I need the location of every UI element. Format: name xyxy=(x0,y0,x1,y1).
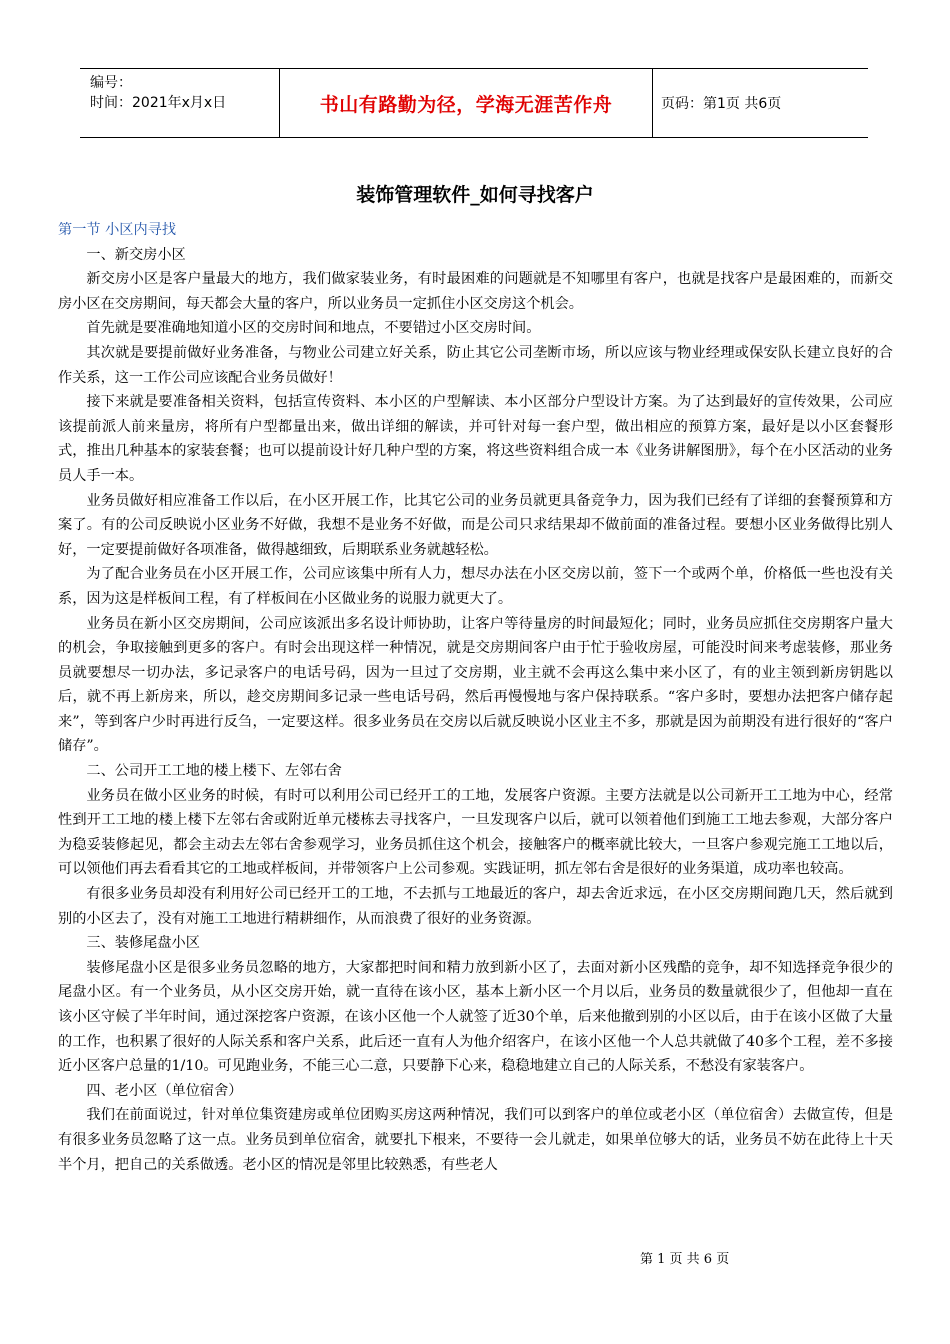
paragraph: 业务员在新小区交房期间，公司应该派出多名设计师协助，让客户等待量房的时间最短化；同时，业务员应抓住交房期客户量大的机会，争取接触到更多的客户。有时会出现这样一种情况，就是交房期间客户由于忙于验收房屋，可能没时间来考虑装修，那业务员就要想尽一切办法，多记录客户的电话号码，因为一旦过了交房期，业主就不会再这么集中来小区了，有的业主领到新房钥匙以后，就不再上新房来，所以，趁交房期间多记录一些电话号码，然后再慢慢地与客户保持联系。“客户多时，要想办法把客户储存起来”，等到客户少时再进行反刍，一定要这样。很多业务员在交房以后就反映说小区业主不多，那就是因为前期没有进行很好的“客户储存”。 xyxy=(58,615,893,755)
subheading: 四、老小区（单位宿舍） xyxy=(86,1082,243,1099)
paragraph: 接下来就是要准备相关资料，包括宣传资料、本小区的户型解读、本小区部分户型设计方案。为了达到最好的宣传效果，公司应该提前派人前来量房，将所有户型都量出来，做出详细的解读，并可针对每一套户型，做出相应的预算方案，最好是以小区套餐形式，推出几种基本的家装套餐；也可以提前设计好几种户型的方案，将这些资料组合成一本《业务讲解图册》，每个在小区活动的业务员人手一本。 xyxy=(58,394,893,484)
paragraph: 首先就是要准确地知道小区的交房时间和地点，不要错过小区交房时间。 xyxy=(86,320,541,337)
paragraph: 为了配合业务员在小区开展工作，公司应该集中所有人力，想尽办法在小区交房以前，签下一个或两个单，价格低一些也没有关系，因为这是样板间工程，有了样板间在小区做业务的说服力就更大了。 xyxy=(58,566,893,607)
code-label: 编号： xyxy=(90,75,132,91)
page-label: 页码：第1页 共6页 xyxy=(661,96,782,112)
document-title: 装饰管理软件_如何寻找客户 xyxy=(356,184,594,206)
paragraph: 装修尾盘小区是很多业务员忽略的地方，大家都把时间和精力放到新小区了，去面对新小区残酷的竞争，却不知选择竞争很少的尾盘小区。有一个业务员，从小区交房开始，就一直待在该小区，基本上新小区一个月以后，业务员的数量就很少了，但他却一直在该小区守候了半年时间，通过深挖客户资源，在该小区他一个人就签了近30个单，后来他撤到别的小区以后，由于在该小区做了大量的工作，也积累了很好的人际关系和客户关系，此后还一直有人为他介绍客户，在该小区他一个人总共就做了40多个工程，差不多接近小区客户总量的1/10。可见跑业务，不能三心二意，只要静下心来，稳稳地建立自己的人际关系，不愁没有家装客户。 xyxy=(58,959,893,1075)
subheading: 三、装修尾盘小区 xyxy=(86,935,200,952)
section-heading: 第一节 小区内寻找 xyxy=(58,222,177,238)
time-label: 时间：2021年x月x日 xyxy=(90,95,227,111)
paragraph: 其次就是要提前做好业务准备，与物业公司建立好关系，防止其它公司垄断市场，所以应该与物业经理或保安队长建立良好的合作关系，这一工作公司应该配合业务员做好！ xyxy=(58,344,893,386)
document-header xyxy=(80,68,868,138)
paragraph: 业务员做好相应准备工作以后，在小区开展工作，比其它公司的业务员就更具备竞争力，因为我们已经有了详细的套餐预算和方案了。有的公司反映说小区业务不好做，我想不是业务不好做，而是公司只求结果却不做前面的准备过程。要想小区业务做得比别人好，一定要提前做好各项准备，做得越细致，后期联系业务就越轻松。 xyxy=(58,492,893,558)
document-body xyxy=(58,218,893,1177)
header-info-cell xyxy=(80,69,280,137)
subheading: 二、公司开工工地的楼上楼下、左邻右舍 xyxy=(86,763,342,780)
paragraph: 有很多业务员却没有利用好公司已经开工的工地，不去抓与工地最近的客户，却去舍近求远，在小区交房期间跑几天，然后就到别的小区去了，没有对施工工地进行精耕细作，从而浪费了很好的业务资源。 xyxy=(58,886,893,927)
subheading: 一、新交房小区 xyxy=(86,246,186,263)
paragraph: 我们在前面说过，针对单位集资建房或单位团购买房这两种情况，我们可以到客户的单位或老小区（单位宿舍）去做宣传，但是有很多业务员忽略了这一点。业务员到单位宿舍，就要扎下根来，不要待一会儿就走，如果单位够大的话，业务员不妨在此待上十天半个月，把自己的关系做透。老小区的情况是邻里比较熟悉，有些老人 xyxy=(58,1107,893,1173)
page-footer: 第 1 页 共 6 页 xyxy=(640,1252,730,1267)
paragraph: 新交房小区是客户量最大的地方，我们做家装业务，有时最困难的问题就是不知哪里有客户，也就是找客户是最困难的，而新交房小区在交房期间，每天都会大量的客户，所以业务员一定抓住小区交房这个机会。 xyxy=(58,271,893,312)
paragraph: 业务员在做小区业务的时候，有时可以利用公司已经开工的工地，发展客户资源。主要方法就是以公司新开工工地为中心，经常性到开工工地的楼上楼下左邻右舍或附近单元楼栋去寻找客户，一旦发现客户以后，就可以领着他们到施工工地去参观，大部分客户为稳妥装修起见，都会主动去左邻右舍参观学习，业务员抓住这个机会，接触客户的概率就比较大，一旦客户参观完施工工地以后，可以领他们再去看看其它的工地或样板间，并带领客户上公司参观。实践证明，抓左邻右舍是很好的业务渠道，成功率也较高。 xyxy=(58,787,893,878)
motto: 书山有路勤为径，学海无涯苦作舟 xyxy=(280,69,653,137)
